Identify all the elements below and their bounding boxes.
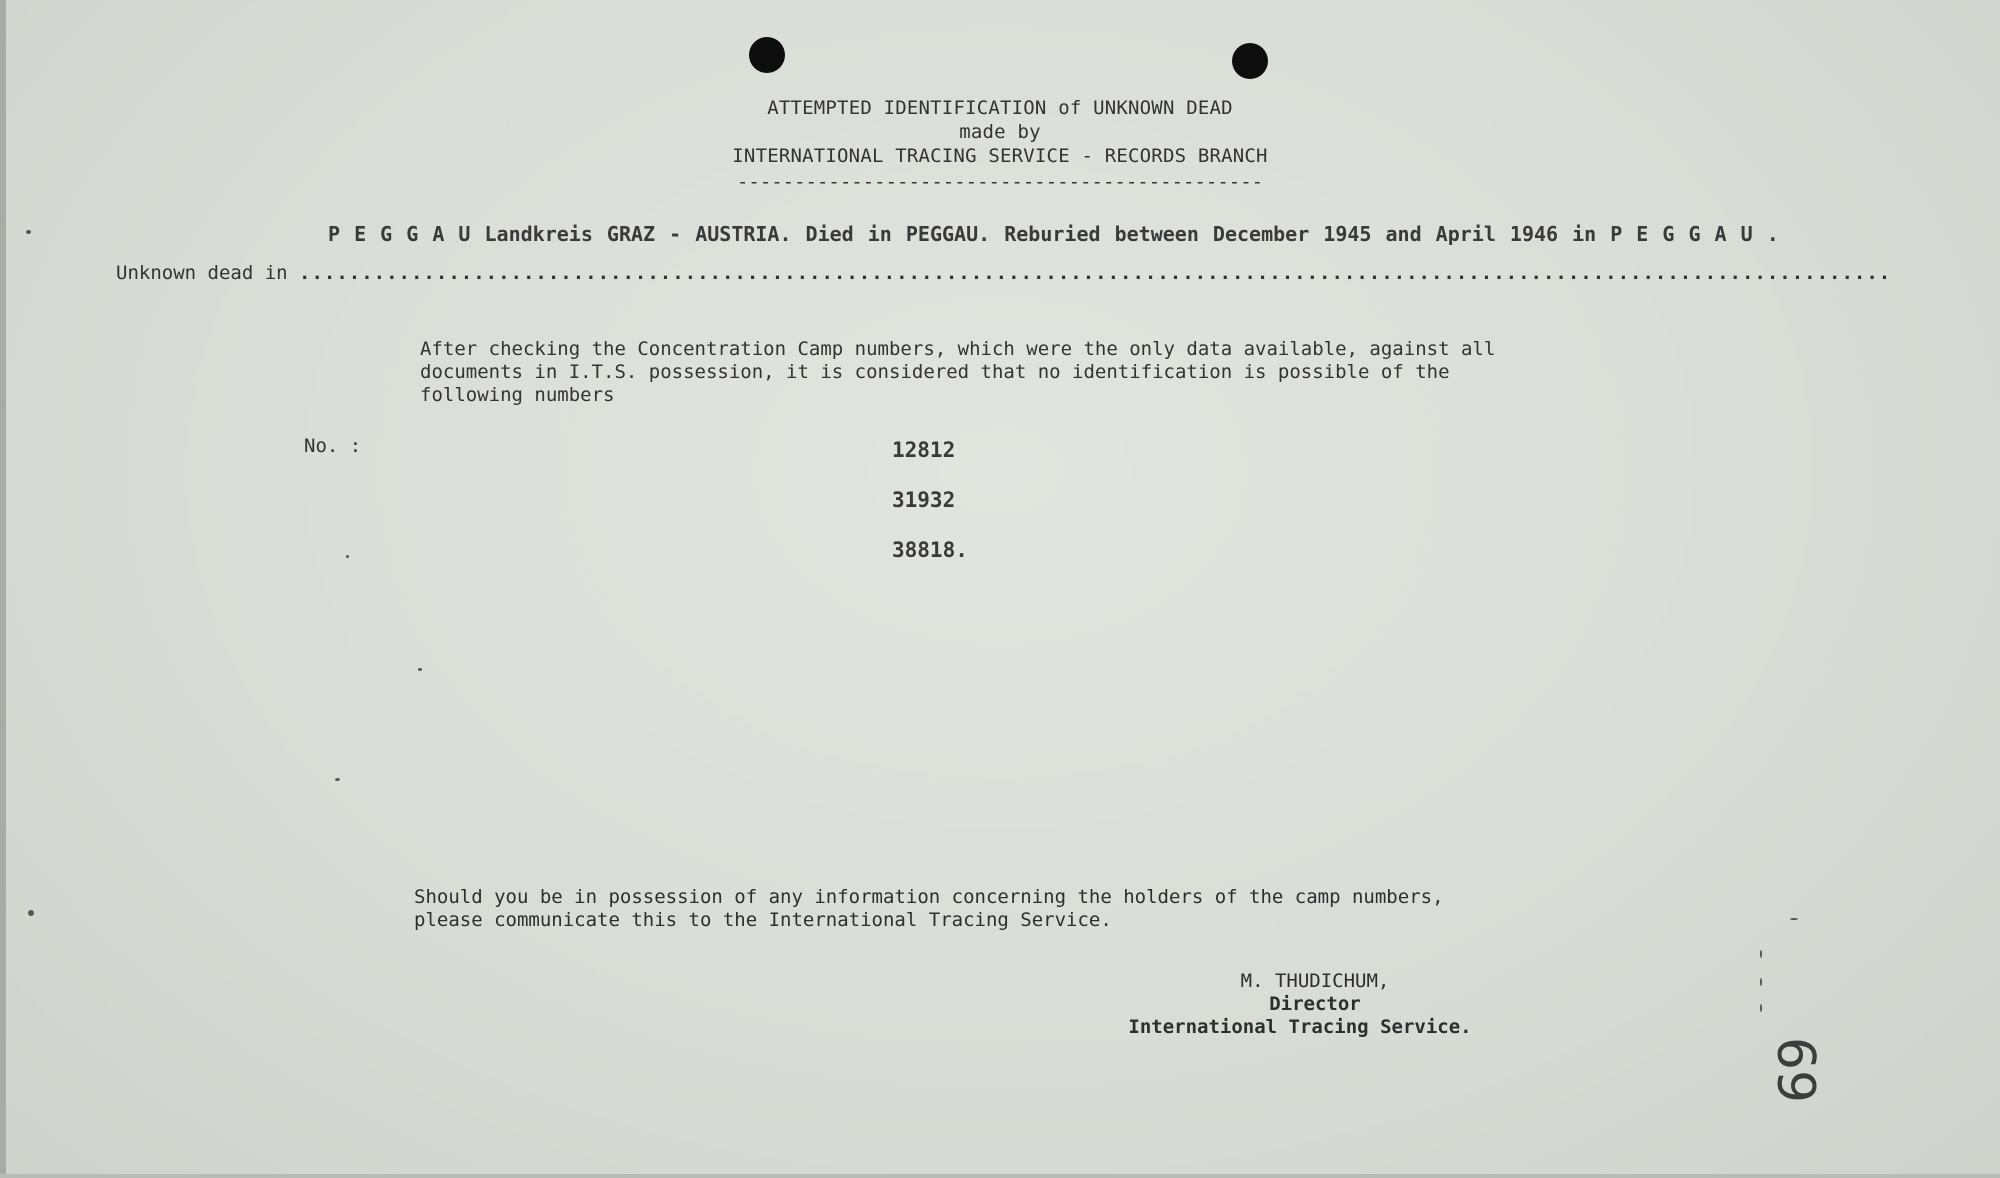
- paper-speck: [26, 230, 31, 234]
- body-paragraph: After checking the Concentration Camp numbers, which were the only data available, against all documents in I.T.S. possession, it is considered that no identification is possible of the following numbers: [420, 338, 1496, 406]
- paper-edge-bottom: [0, 1174, 2000, 1178]
- signatory-organization: International Tracing Service.: [1128, 1016, 1472, 1038]
- camp-number: 38818.: [892, 538, 968, 562]
- paper-speck: [335, 778, 340, 781]
- header-title: ATTEMPTED IDENTIFICATION of UNKNOWN DEAD: [767, 97, 1233, 119]
- header-made-by: made by: [959, 121, 1041, 143]
- unknown-dead-label: Unknown dead in: [116, 262, 288, 284]
- camp-number: 31932: [892, 488, 956, 512]
- punch-hole-right: [1232, 43, 1268, 79]
- page-number: 69: [1765, 1036, 1826, 1104]
- dotted-fill-line: ................................................................................................................................: [299, 262, 1892, 284]
- paper-speck: [1790, 918, 1798, 920]
- unknown-dead-row: [116, 262, 1891, 284]
- header-organization: INTERNATIONAL TRACING SERVICE - RECORDS BRANCH: [732, 145, 1268, 167]
- paper-speck: [28, 910, 34, 916]
- location-line: P E G G A U Landkreis GRAZ - AUSTRIA. Died in PEGGAU. Reburied between December 1945 and April 1946 in P E G G A U .: [328, 222, 1779, 246]
- punch-hole-left: [749, 37, 785, 73]
- paper-speck: [1760, 950, 1762, 958]
- signatory-title: Director: [1269, 993, 1361, 1015]
- document-header: [0, 96, 2000, 194]
- closing-paragraph: Should you be in possession of any information concerning the holders of the camp numbers, please communicate this to the International Tracing Service.: [414, 886, 1444, 931]
- camp-number: 12812: [892, 438, 956, 462]
- header-underline: ----------------------------------------------: [736, 171, 1264, 193]
- signatory-name: M. THUDICHUM,: [1240, 970, 1390, 992]
- paper-speck: [346, 555, 349, 558]
- camp-numbers-list: [892, 438, 968, 588]
- paper-speck: [1760, 978, 1762, 986]
- signature-block: [1100, 970, 1500, 1039]
- numbers-label: No. :: [304, 435, 362, 457]
- paper-speck: [1760, 1004, 1762, 1012]
- paper-speck: [418, 668, 422, 671]
